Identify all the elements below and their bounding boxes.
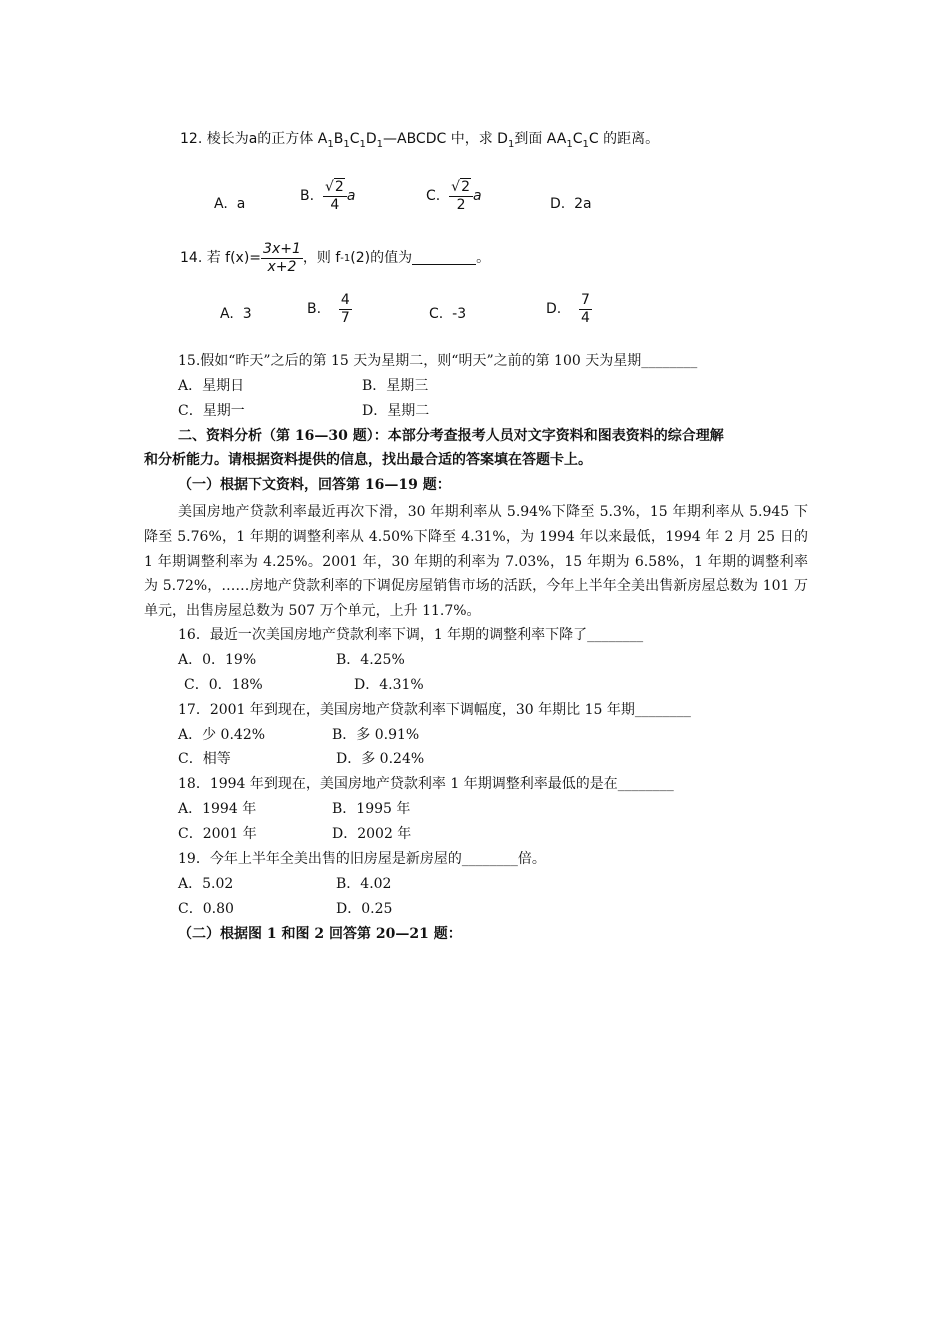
q16-stem: 16．最近一次美国房地产贷款利率下调，1 年期的调整利率下降了________ [178, 627, 644, 643]
q17-option-b: B．多 0.91% [332, 727, 420, 743]
q18-option-d: D．2002 年 [332, 826, 412, 842]
q19-option-a: A．5.02 [178, 876, 234, 892]
q14-option-d: D. $\frac{7}{4}$ [546, 292, 590, 327]
q12-option-d: D. 2a [550, 196, 592, 212]
q14-option-c: C. -3 [429, 306, 467, 322]
q18-stem: 18．1994 年到现在，美国房地产贷款利率 1 年期调整利率最低的是在________ [178, 776, 674, 792]
q12-option-b: B. $\frac{√2}{4}$ a [300, 179, 356, 214]
section-heading-line2: 和分析能力。请根据资料提供的信息，找出最合适的答案填在答题卡上。 [144, 452, 592, 468]
q15-option-a: A．星期日 [178, 378, 245, 394]
q18-option-c: C．2001 年 [178, 826, 257, 842]
q19-stem: 19．今年上半年全美出售的旧房屋是新房屋的________倍。 [178, 851, 546, 867]
q19-option-c: C．0.80 [178, 901, 234, 917]
q15-stem: 15.假如“昨天”之后的第 15 天为星期二，则“明天”之前的第 100 天为星期________ [178, 353, 698, 369]
subsection-1-title: （一）根据下文资料，回答第 16—19 题： [178, 477, 451, 493]
q12-option-c-fraction: $\frac{√2}{2}$ [449, 180, 473, 214]
q12-stem: 12. 棱长为a的正方体 $A_1B_1C_1D_1—ABCDC$ 中，求 $D_1$到面 $AA_1C_1C$ 的距离。 [180, 131, 660, 150]
q18-option-b: B．1995 年 [332, 801, 411, 817]
q19-option-d: D．0.25 [336, 901, 393, 917]
q15-option-c: C．星期一 [178, 403, 245, 419]
q17-option-d: D．多 0.24% [336, 751, 425, 767]
q16-option-a: A．0．19% [178, 652, 257, 668]
subsection-2-title: （二）根据图 1 和图 2 回答第 20—21 题： [178, 926, 462, 942]
q14-stem: 14. 若 f(x)= $\frac{3x+1}{x+2}$ ，则 f -1 (2)的值为 。 [180, 241, 491, 276]
q14-function-fraction: $\frac{3x+1}{x+2}$ [263, 241, 301, 276]
q14-option-b: B. $\frac{4}{7}$ [307, 292, 350, 327]
q19-option-b: B．4.02 [336, 876, 392, 892]
q18-option-a: A．1994 年 [178, 801, 257, 817]
q16-option-c: C．0．18% [184, 677, 263, 693]
q17-stem: 17．2001 年到现在，美国房地产贷款利率下调幅度，30 年期比 15 年期________ [178, 702, 691, 718]
q12-option-a: A. a [214, 196, 246, 212]
q16-option-d: D．4.31% [354, 677, 424, 693]
q17-option-c: C．相等 [178, 751, 231, 767]
q14-answer-blank [412, 252, 476, 265]
q15-option-d: D．星期二 [362, 403, 430, 419]
q17-option-a: A．少 0.42% [178, 727, 266, 743]
q12-option-c: C. $\frac{√2}{2}$ a [426, 179, 482, 214]
data-passage: 美国房地产贷款利率最近再次下滑，30 年期利率从 5.94%下降至 5.3%，15 年期利率从 5.945 下降至 5.76%，1 年期的调整利率从 4.50%下降至 4.31%，为 1994 年以来最低，1994 年 2 月 25 日的 1 年期调整利率为 4.25%。2001 年，30 年期的利率为 7.03%，15 年期为 6.58%，1 年期的调整利率为 5.72%，……房地产贷款利率的下调促房屋销售市场的活跃，今年上半年全美出售新房屋总数为 101 万单元，出售房屋总数为 507 万个单元，上升 11.7%。 [144, 504, 808, 620]
q15-option-b: B．星期三 [362, 378, 429, 394]
q12-option-b-fraction: $\frac{√2}{4}$ [323, 180, 347, 214]
q14-option-a: A. 3 [220, 306, 252, 322]
q16-option-b: B．4.25% [336, 652, 405, 668]
section-heading-line1: 二、资料分析（第 16—30 题）：本部分考查报考人员对文字资料和图表资料的综合理解 [178, 428, 724, 444]
